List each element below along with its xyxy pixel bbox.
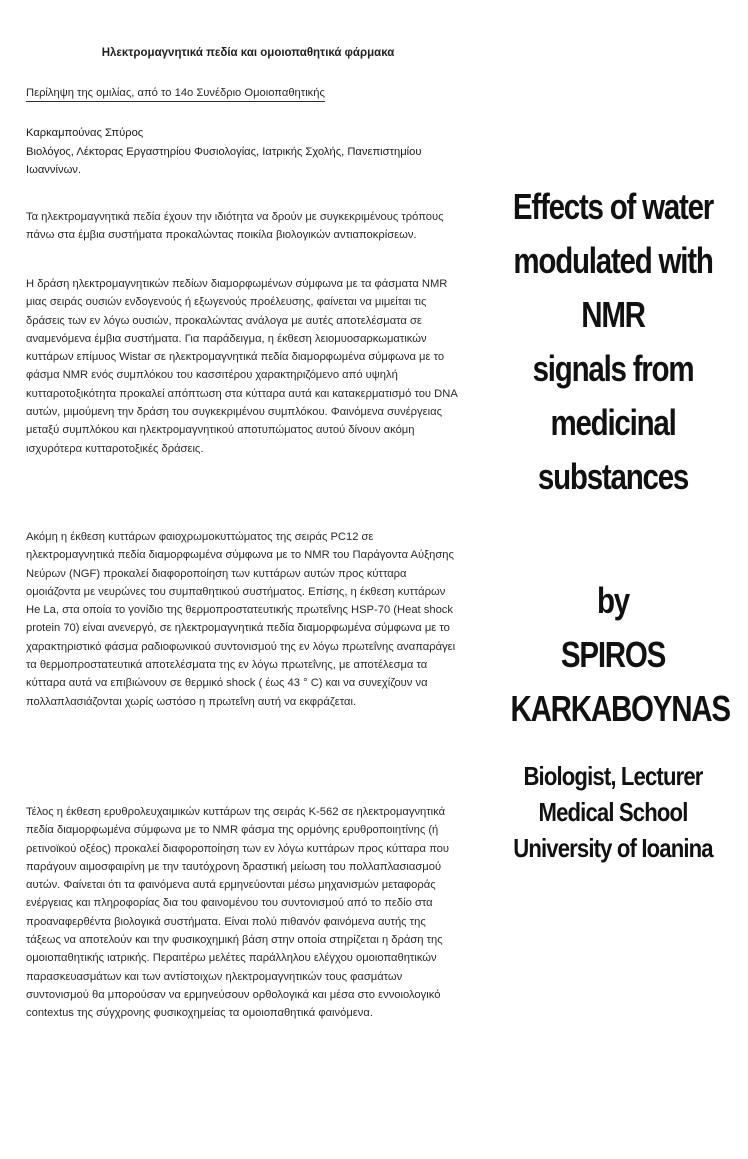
affiliation-line-1: Biologist, Lecturer — [523, 761, 703, 791]
paragraph-text: Ακόμη η έκθεση κυττάρων φαιοχρωμοκυττώματος της σειράς PC12 σε ηλεκτρομαγνητικά πεδία διαμορφωμένα σύμφωνα με το NMR του Παράγοντα Αύξησης Νεύρων (NGF) προκαλεί διαφοροποίηση των κυττάρων αυτών προς κύτταρα ομοιάζοντα με νευρώνες του συμπαθητικού συστήματος. Επίσης, η έκθεση κυττάρων He La, στα οποία το γονίδιο της θερμοπροστατευτικής πρωτεΐνης HSP-70 (Heat shock protein 70) είναι ανενεργό, σε ηλεκτρομαγνητικά πεδία διαμορφωμένα σύμφωνα με το χαρακτηριστικό φάσμα ραδιοφωνικού συντονισμού της εν λόγω πρωτεΐνης αναπαράγει τα θερμοπροστατευτικά αποτελέσματα της εν λόγω πρωτεΐνης, με αποτέλεσμα τα κύτταρα αυτά να επιβιώνουν σε θερμικό shock ( έως 43 ° C) και να συνεχίζουν να πολλαπλασιάζονται χωρίς ωστόσο η πρωτεΐνη αυτή να εκφράζεται. — [26, 531, 456, 708]
paragraph-text: Τέλος η έκθεση ερυθρολευχαιμικών κυττάρων της σειράς Κ-562 σε ηλεκτρομαγνητικά πεδία διαμορφωμένα σύμφωνα με το NMR φάσμα της ορμόνης ερυθροποιητίνης (ή ρετινοϊκού οξέος) προκαλεί διαφοροποίηση των εν λόγω κυττάρων προς κύτταρα που παράγουν αιμοσφαιρίνη με την ταυτόχρονη δραστική μείωση του πολλαπλασιασμού αυτών. Φαίνεται ότι τα φαινόμενα αυτά ερμηνεύονται μέσω μηχανισμών μεταφοράς ενέργειας και πληροφορίας δια του φαινομένου του συντονισμού από το πεδίο στα προαναφερθέντα βιολογικά συστήματα. Είναι πολύ πιθανόν φαινόμενα αυτής της τάξεως να αποτελούν και την φυσικοχημική βάση στην οποία στηρίζεται η δράση της ομοιοπαθητικής ιατρικής. Περαιτέρω μελέτες παράλληλου ελέγχου ομοιοπαθητικών παρασκευασμάτων και των αντίστοιχων ηλεκτρομαγνητικών τους φασμάτων συντονισμού θα μπορούσαν να ερμηνεύσουν ορθολογικά και μέσα στο εννοιολογικό contextus της σύγχρονης φυσικοχημείας τα ομοιοπαθητικά φαινόμενα. — [26, 806, 449, 1020]
greek-title: Ηλεκτρομαγνητικά πεδία και ομοιοπαθητικά φάρμακα — [101, 47, 395, 59]
paragraph-2 — [26, 275, 458, 458]
paragraph-text: Τα ηλεκτρομαγνητικά πεδία έχουν την ιδιότητα να δρούν με συγκεκριμένους τρόπους πάνω στα έμβια συστήματα προκαλώντας ποικίλα βιολογικών αντιαποκρίσεων. — [26, 211, 444, 242]
author-block — [26, 124, 456, 180]
author-affiliation: Βιολόγος, Λέκτορας Εργαστηρίου Φυσιολογίας, Ιατρικής Σχολής, Πανεπιστημίου Ιωαννίνων. — [26, 145, 422, 176]
english-title-line-1: Effects of water — [512, 186, 714, 227]
english-title-line-3: NMR — [581, 294, 645, 335]
greek-subtitle: Περίληψη της ομιλίας, από το 14ο Συνέδριο Ομοιοπαθητικής — [26, 86, 325, 102]
affiliation-line-3: University of Ioanina — [513, 833, 713, 863]
english-title-block — [488, 180, 738, 866]
english-title-line-5: medicinal — [550, 402, 676, 443]
affiliation-line-2: Medical School — [538, 797, 688, 827]
author-last-name: KARKABOYNAS — [510, 688, 730, 729]
english-title-line-6: substances — [537, 456, 689, 497]
paragraph-1 — [26, 208, 458, 245]
english-title-line-4: signals from — [532, 348, 694, 389]
paragraph-3 — [26, 528, 458, 711]
author-name: Καρκαμπούνας Σπύρος — [26, 127, 144, 139]
by-line: by — [596, 580, 629, 621]
paragraph-4 — [26, 803, 458, 1023]
english-title-line-2: modulated with — [513, 240, 713, 281]
author-first-name: SPIROS — [560, 634, 666, 675]
paragraph-text: Η δράση ηλεκτρομαγνητικών πεδίων διαμορφωμένων σύμφωνα με τα φάσματα NMR μιας σειράς ουσιών ενδογενούς ή εξωγενούς προέλευσης, φαίνεται να μιμείται τις δράσεις των εν λόγω ουσιών, προκαλώντας ανάλογα με αυτές αποτελέσματα σε αναμενόμενα έμβια συστήματα. Για παράδειγμα, η έκθεση λειομυοσαρκωματικών κυττάρων επίμυος Wistar σε ηλεκτρομαγνητικά πεδία διαμορφωμένα σύμφωνα με το φάσμα NMR ενός συμπλόκου του κασσιτέρου χαρακτηριζόμενο από υψηλή κυτταροτοξικότητα προκαλεί απόπτωση στα κύτταρα αυτά και κατακερματισμό του DNA αυτών, μιμούμενη την δράση του συγκεκριμένου συμπλόκου. Φαινόμενα συνέργειας μεταξύ συμπλόκου και ηλεκτρομαγνητικού αποτυπώματος αυτού δίνουν ακόμη ισχυρότερα κυτταροτοξικές δράσεις. — [26, 278, 458, 455]
